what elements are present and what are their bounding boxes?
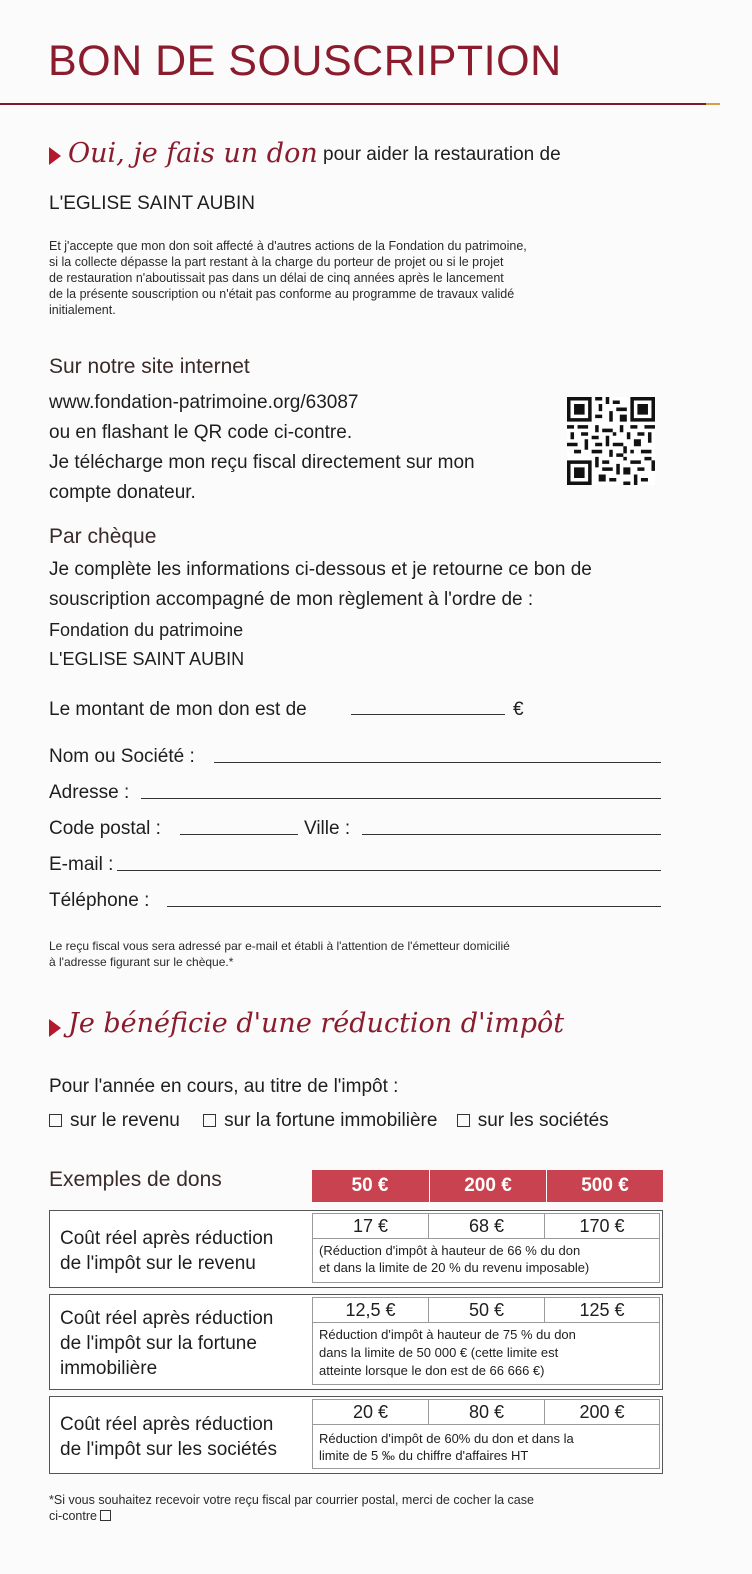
- amount-200: 200 €: [429, 1170, 546, 1202]
- montant-label: Le montant de mon don est de: [49, 699, 307, 720]
- email-field[interactable]: [117, 870, 661, 871]
- currency-symbol: €: [513, 699, 524, 720]
- footnote: *Si vous souhaitez recevoir votre reçu fiscal par courrier postal, merci de cocher la case ci-contre: [49, 1493, 534, 1523]
- adresse-field[interactable]: [141, 798, 661, 799]
- reduction-script-heading: Je bénéficie d'une réduction d'impôt: [68, 1008, 565, 1039]
- reduction-intro: Pour l'année en cours, au titre de l'impôt :: [49, 1076, 399, 1097]
- cheque-text: Je complète les informations ci-dessous et je retourne ce bon de souscription accompagné de mon règlement à l'ordre de :: [49, 559, 592, 610]
- bullet-triangle-icon: [49, 1019, 61, 1037]
- receipt-note: Le reçu fiscal vous sera adressé par e-mail et établi à l'attention de l'émetteur domicilié à l'adresse figurant sur le chèque.*: [49, 939, 510, 969]
- telephone-field[interactable]: [167, 906, 661, 907]
- cheque-payee: Fondation du patrimoine: [49, 620, 244, 640]
- page-title: BON DE SOUSCRIPTION: [48, 37, 562, 85]
- option-revenu[interactable]: sur le revenu: [49, 1110, 180, 1131]
- example-row-revenu: Coût réel après réduction de l'impôt sur le revenu 17 € 68 € 170 € (Réduction d'impôt à hauteur de 66 % du don et dans la limite de 20 % du revenu imposable): [49, 1210, 663, 1288]
- tax-options: [49, 1110, 609, 1132]
- don-heading-rest: pour aider la restauration de: [323, 144, 561, 165]
- checkbox-icon[interactable]: [457, 1114, 470, 1127]
- email-label: E-mail :: [49, 854, 114, 875]
- example-values: 20 € 80 € 200 € Réduction d'impôt de 60% du don et dans la limite de 5 ‰ du chiffre d'affaires HT: [312, 1399, 660, 1469]
- disclaimer: Et j'accepte que mon don soit affecté à d'autres actions de la Fondation du patrimoine, si la collecte dépasse la part restant à la charge du porteur de projet ou si le projet de restauration n'aboutissait pas dans un délai de cinq années après le lancement de la présente souscription ou n'était pas conforme au programme de travaux validé initialement.: [49, 239, 527, 317]
- examples-label: Exemples de dons: [49, 1168, 222, 1191]
- example-values: 12,5 € 50 € 125 € Réduction d'impôt à hauteur de 75 % du don dans la limite de 50 000 € (cette limite est atteinte lorsque le don est de 66 666 €): [312, 1297, 660, 1385]
- cheque-project: L'EGLISE SAINT AUBIN: [49, 649, 245, 669]
- checkbox-icon[interactable]: [49, 1114, 62, 1127]
- internet-heading: Sur notre site internet: [49, 355, 250, 378]
- code-postal-field[interactable]: [180, 834, 298, 835]
- example-row-fortune: Coût réel après réduction de l'impôt sur la fortune immobilière 12,5 € 50 € 125 € Réduction d'impôt à hauteur de 75 % du don dans la limite de 50 000 € (cette limite est atteinte lorsque le don est de 66 666 €): [49, 1294, 663, 1390]
- option-societes[interactable]: sur les sociétés: [457, 1110, 609, 1131]
- nom-label: Nom ou Société :: [49, 746, 195, 767]
- ville-field[interactable]: [362, 834, 661, 835]
- telephone-label: Téléphone :: [49, 890, 150, 911]
- option-fortune[interactable]: sur la fortune immobilière: [203, 1110, 437, 1131]
- amount-50: 50 €: [312, 1170, 428, 1202]
- code-postal-label: Code postal :: [49, 818, 161, 839]
- qr-code-icon[interactable]: [567, 397, 655, 485]
- don-script-heading: Oui, je fais un don: [68, 138, 318, 169]
- internet-text: www.fondation-patrimoine.org/63087 ou en flashant le QR code ci-contre. Je télécharge mon reçu fiscal directement sur mon compte donateur.: [49, 388, 549, 508]
- cheque-heading: Par chèque: [49, 525, 157, 548]
- ville-label: Ville :: [304, 818, 351, 839]
- adresse-label: Adresse :: [49, 782, 130, 803]
- website-link[interactable]: www.fondation-patrimoine.org/63087: [49, 392, 359, 413]
- nom-field[interactable]: [214, 762, 661, 763]
- project-name: L'EGLISE SAINT AUBIN: [49, 193, 256, 214]
- title-divider: [0, 103, 718, 105]
- bullet-triangle-icon: [49, 147, 61, 165]
- amount-header: [312, 1170, 662, 1202]
- title-divider-accent: [706, 103, 720, 105]
- checkbox-icon[interactable]: [203, 1114, 216, 1127]
- montant-field[interactable]: [351, 714, 505, 715]
- example-values: 17 € 68 € 170 € (Réduction d'impôt à hauteur de 66 % du don et dans la limite de 20 % du revenu imposable): [312, 1213, 660, 1283]
- amount-500: 500 €: [546, 1170, 663, 1202]
- postal-checkbox-icon[interactable]: [100, 1510, 111, 1521]
- example-row-societes: Coût réel après réduction de l'impôt sur les sociétés 20 € 80 € 200 € Réduction d'impôt de 60% du don et dans la limite de 5 ‰ du chiffre d'affaires HT: [49, 1396, 663, 1474]
